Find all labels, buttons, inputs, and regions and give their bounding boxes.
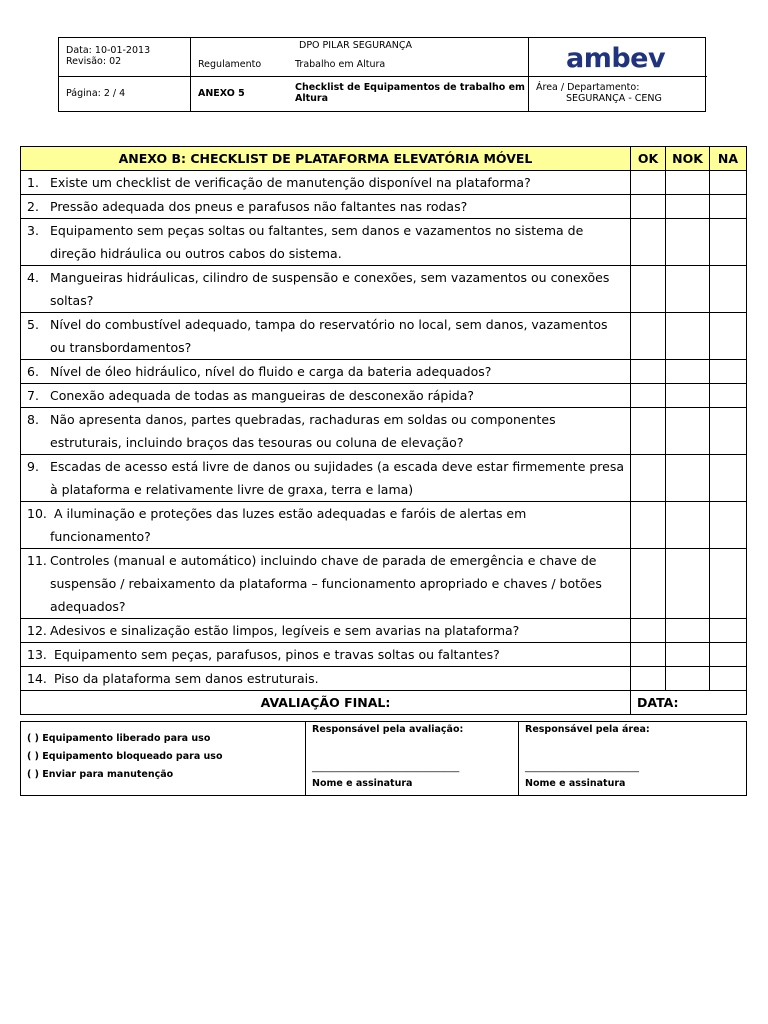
divider [190,38,191,111]
column-nok: NOK [666,147,710,171]
table-row [21,619,747,643]
table-row [21,643,747,667]
date-text: Data: 10-01-2013 [66,45,151,56]
item-text: Adesivos e sinalização estão limpos, legíveis e sem avarias na plataforma? [50,623,520,638]
divider [59,76,707,77]
area-signature-cell [519,722,747,796]
checkbox-na[interactable] [710,195,747,219]
checkbox-nok[interactable] [666,455,710,502]
checkbox-na[interactable] [710,313,747,360]
checkbox-na[interactable] [710,384,747,408]
item-text: Escadas de acesso está livre de danos ou sujidades (a escada deve estar firmemente presa à plataforma e relativamente livre de graxa, terra e lama) [50,459,625,497]
item-text: Mangueiras hidráulicas, cilindro de suspensão e conexões, sem vazamentos ou conexões soltas? [50,270,610,308]
checklist-title: ANEXO B: CHECKLIST DE PLATAFORMA ELEVATÓRIA MÓVEL [21,147,631,171]
revision-text: Revisão: 02 [66,56,122,67]
item-number: 8. [27,412,39,427]
checkbox-ok[interactable] [631,384,666,408]
checkbox-ok[interactable] [631,408,666,455]
checkbox-ok[interactable] [631,171,666,195]
checkbox-ok[interactable] [631,502,666,549]
evaluator-label: Responsável pela avaliação: [312,724,464,735]
checkbox-ok[interactable] [631,455,666,502]
checkbox-na[interactable] [710,171,747,195]
item-number: 3. [27,223,39,238]
item-number: 13. [27,647,47,662]
checkbox-nok[interactable] [666,266,710,313]
checkbox-na[interactable] [710,408,747,455]
divider [528,38,529,111]
checkbox-ok[interactable] [631,667,666,691]
item-number: 1. [27,175,39,190]
item-text: Piso da plataforma sem danos estruturais. [50,671,319,686]
annex-label: ANEXO 5 [198,88,245,99]
checkbox-na[interactable] [710,360,747,384]
table-row [21,313,747,360]
table-header-row [21,147,747,171]
checkbox-ok[interactable] [631,643,666,667]
checkbox-nok[interactable] [666,643,710,667]
item-text: Nível de óleo hidráulico, nível do fluido e carga da bateria adequados? [50,364,492,379]
date-field[interactable]: DATA: [631,691,747,715]
ambev-logo: ambev [566,43,666,74]
item-text: Nível do combustível adequado, tampa do reservatório no local, sem danos, vazamentos ou transbordamentos? [50,317,608,355]
checkbox-ok[interactable] [631,219,666,266]
trabalho-label: Trabalho em Altura [295,59,386,70]
checkbox-ok[interactable] [631,619,666,643]
item-text: Equipamento sem peças soltas ou faltantes, sem danos e vazamentos no sistema de direção hidráulica ou outros cabos do sistema. [50,223,584,261]
item-number: 6. [27,364,39,379]
checkbox-na[interactable] [710,266,747,313]
table-row [21,455,747,502]
item-text: Não apresenta danos, partes quebradas, rachaduras em soldas ou componentes estruturais, incluindo braços das tesouras ou coluna de elevação? [50,412,556,450]
table-row [21,408,747,455]
checklist-table [20,146,747,715]
option-bloqueado[interactable]: ( ) Equipamento bloqueado para uso [27,751,223,762]
checkbox-na[interactable] [710,549,747,619]
checkbox-nok[interactable] [666,313,710,360]
table-row [21,195,747,219]
checkbox-nok[interactable] [666,549,710,619]
document-title: Checklist de Equipamentos de trabalho em Altura [295,82,525,104]
area-label: Área / Departamento: [536,82,640,93]
evaluation-options [21,722,306,796]
table-row [21,667,747,691]
checkbox-nok[interactable] [666,195,710,219]
area-name-label: Nome e assinatura [525,778,626,789]
checkbox-na[interactable] [710,219,747,266]
table-row [21,171,747,195]
item-text: Pressão adequada dos pneus e parafusos não faltantes nas rodas? [50,199,468,214]
checkbox-ok[interactable] [631,313,666,360]
column-ok: OK [631,147,666,171]
option-liberado[interactable]: ( ) Equipamento liberado para uso [27,733,211,744]
checkbox-nok[interactable] [666,408,710,455]
table-row [21,384,747,408]
checkbox-ok[interactable] [631,266,666,313]
item-text: Existe um checklist de verificação de manutenção disponível na plataforma? [50,175,531,190]
table-row [21,502,747,549]
item-text: Controles (manual e automático) incluindo chave de parada de emergência e chave de suspensão / rebaixamento da plataforma – funcionamento apropriado e chaves / botões adequados? [50,553,602,614]
item-number: 4. [27,270,39,285]
checkbox-na[interactable] [710,667,747,691]
item-text: Equipamento sem peças, parafusos, pinos e travas soltas ou faltantes? [50,647,500,662]
evaluator-signature-cell [306,722,519,796]
checkbox-na[interactable] [710,455,747,502]
item-number: 5. [27,317,39,332]
checkbox-nok[interactable] [666,219,710,266]
checkbox-nok[interactable] [666,667,710,691]
area-signature-line[interactable]: ________________________ [525,762,639,773]
item-number: 11. [27,553,47,568]
item-number: 10. [27,506,47,521]
checkbox-na[interactable] [710,619,747,643]
signoff-table [20,721,747,796]
page-number: Página: 2 / 4 [66,88,126,99]
table-row [21,266,747,313]
item-number: 7. [27,388,39,403]
column-na: NA [710,147,747,171]
checkbox-ok[interactable] [631,360,666,384]
final-evaluation-row [21,691,747,715]
item-text: Conexão adequada de todas as mangueiras de desconexão rápida? [50,388,475,403]
checkbox-nok[interactable] [666,360,710,384]
area-value: SEGURANÇA - CENG [566,93,662,104]
item-text: A iluminação e proteções das luzes estão adequadas e faróis de alertas em funcionamento? [50,506,527,544]
item-number: 9. [27,459,39,474]
checkbox-nok[interactable] [666,619,710,643]
checkbox-na[interactable] [710,502,747,549]
evaluator-name-label: Nome e assinatura [312,778,413,789]
item-number: 14. [27,671,47,686]
table-row [21,219,747,266]
final-evaluation-label: AVALIAÇÃO FINAL: [21,691,631,715]
regulamento-label: Regulamento [198,59,262,70]
checkbox-na[interactable] [710,643,747,667]
checkbox-ok[interactable] [631,549,666,619]
item-number: 2. [27,199,39,214]
evaluator-signature-line[interactable]: _______________________________ [312,762,460,773]
option-manutencao[interactable]: ( ) Enviar para manutenção [27,769,174,780]
checkbox-nok[interactable] [666,502,710,549]
table-row [21,360,747,384]
area-responsible-label: Responsável pela área: [525,724,650,735]
checkbox-nok[interactable] [666,384,710,408]
company-name: DPO PILAR SEGURANÇA [299,40,413,51]
table-row [21,549,747,619]
checkbox-ok[interactable] [631,195,666,219]
checkbox-nok[interactable] [666,171,710,195]
item-number: 12. [27,623,47,638]
